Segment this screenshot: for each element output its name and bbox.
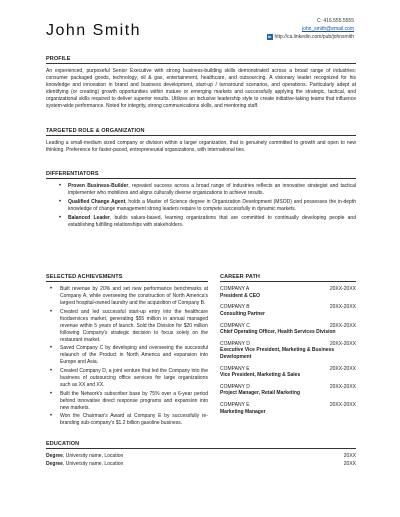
bullet-icon: •	[50, 286, 53, 293]
resume-header	[0, 0, 400, 52]
career-entry	[220, 384, 356, 397]
company-name: COMPANY D	[220, 383, 250, 390]
linkedin-row	[267, 33, 355, 41]
section-title: DIFFERENTIATORS	[46, 171, 356, 179]
list-item: • Saved Company C by developing and overseeing the successful relaunch of the Product in North America and expansion into Europe and Asia.	[50, 345, 208, 366]
job-title: Marketing Manager	[220, 408, 266, 415]
career-dates: 20XX-20XX	[329, 401, 356, 408]
achievements-list	[46, 286, 208, 427]
job-title: Chief Operating Officer, Health Services Division	[220, 329, 336, 336]
career-dates: 20XX-20XX	[329, 340, 356, 347]
differentiators-section	[46, 171, 356, 231]
company-name: COMPANY E	[220, 401, 250, 408]
targeted-role-text: Leading a small-medium sized company or division within a larger organization, that is genuinely committed to growth and open to new thinking. Preference for faster-paced, entrepreneurial organizations, with international ties.	[46, 140, 356, 154]
section-title: TARGETED ROLE & ORGANIZATION	[46, 128, 356, 136]
section-title: SELECTED ACHIEVEMENTS	[46, 274, 208, 282]
list-item: • Built the Network's subscriber base by 75% over a 6-year period behind innovative direct response programs and expansion into new markets.	[50, 390, 208, 411]
section-title: PROFILE	[46, 56, 356, 64]
career-entry	[220, 341, 356, 361]
job-title: President & CEO	[220, 292, 261, 299]
contact-block	[267, 17, 355, 41]
list-item: • Proven Business-Builder, repeated success across a broad range of industries reflects an innovative strategist and tactical implementer who mobilizes and aligns culturally diverse organizations to achieve results.	[59, 183, 357, 197]
career-entry	[220, 323, 356, 336]
bullet-icon: •	[50, 367, 53, 374]
linkedin-icon: in	[267, 34, 272, 39]
degree-name: Degree	[46, 453, 63, 460]
bullet-icon: •	[59, 183, 62, 190]
job-title: Consulting Partner	[220, 310, 266, 317]
bullet-icon: •	[59, 199, 62, 206]
education-section	[46, 441, 356, 468]
bullet-icon: •	[59, 215, 62, 222]
graduation-year: 20XX	[343, 453, 356, 460]
company-name: COMPANY A	[220, 286, 250, 293]
bullet-icon: •	[50, 308, 53, 315]
section-title: CAREER PATH	[220, 274, 356, 282]
career-entry	[220, 366, 356, 379]
degree-name: Degree	[46, 460, 63, 467]
list-item: • Built revenue by 20% and set new performance benchmarks at Company A, while overseeing the construction of North America's largest hospital-owned laundry and the acquisition of Company B.	[50, 286, 208, 307]
candidate-name: John Smith	[46, 22, 142, 39]
graduation-year: 20XX	[343, 460, 356, 467]
list-item: • Balanced Leader, builds values-based, learning organizations that are committed to continually developing people and establishing fulfilling relationships with stakeholders.	[59, 215, 356, 229]
bullet-icon: •	[50, 413, 53, 420]
email-link[interactable]: john_smith@email.com	[301, 26, 354, 32]
company-name: COMPANY E	[220, 365, 250, 372]
company-name: COMPANY D	[220, 340, 250, 347]
university-details: , University name, Location	[62, 453, 124, 460]
list-item: • Created and led successful start-up entry into the healthcare foodservices market, generating $55 million in annual managed revenue within 5 years of launch. Sold the Division for $20 million following Company's strategic decision to focus solely on the restaurant market.	[50, 308, 208, 343]
career-entry	[220, 286, 356, 299]
job-title: Project Manager, Retail Marketing	[220, 390, 301, 397]
phone-number: C: 416.555.5555	[317, 18, 354, 24]
section-title: EDUCATION	[46, 441, 356, 449]
job-title: Executive Vice President, Marketing & Business Development	[220, 347, 335, 360]
career-dates: 20XX-20XX	[329, 322, 356, 329]
differentiators-list	[46, 183, 356, 229]
bullet-icon: •	[50, 345, 53, 352]
bullet-icon: •	[50, 390, 53, 397]
list-item: • Won the Chairman's Award at Company E by successfully re-branding sub-company's $1.2 billion gasoline business.	[50, 413, 208, 427]
education-entry	[46, 453, 356, 461]
career-dates: 20XX-20XX	[329, 304, 356, 311]
list-item: • Qualified Change Agent, holds a Master of Science degree in Organization Development (MSOD) and possesses the in-depth knowledge of change management strong leaders require to compete successfully in dynamic markets.	[59, 199, 356, 213]
career-path-section	[220, 274, 356, 420]
company-name: COMPANY C	[220, 322, 250, 329]
list-item: • Created Company D, a joint venture that led the Company into the business of outsourcing office services for large organizations such as XX and XX.	[50, 367, 208, 388]
career-dates: 20XX-20XX	[329, 365, 356, 372]
education-entry	[46, 461, 356, 469]
profile-section	[46, 56, 356, 110]
career-dates: 20XX-20XX	[329, 286, 356, 293]
achievements-section	[46, 274, 208, 429]
achievements-career-columns	[46, 274, 356, 427]
career-dates: 20XX-20XX	[329, 383, 356, 390]
profile-text: An experienced, purposeful Senior Executive with strong business-building skills demonstrated across a broad range of industries: consumer packaged goods, technology, oil & gas, entertainment, healthcare, and outsourcing. A visionary leader recognized for his knowledge and innovation in brand and business development, start-up / turnaround scenarios, and operations. Particularly adept at identifying (or creating) growth opportunities within mature or emerging markets and successfully applying the strategic, tactical, and organizational skills required to deliver superior results. Utilizes an inclusive leadership style to create initiative-taking teams that influence system-wide performance. Noted for integrity, strong communications skills, and mentoring staff.	[46, 68, 356, 110]
career-entry	[220, 402, 356, 415]
company-name: COMPANY B	[220, 304, 250, 311]
university-details: , University name, Location	[62, 460, 124, 467]
job-title: Vice President, Marketing & Sales	[220, 372, 301, 379]
targeted-role-section	[46, 128, 356, 154]
linkedin-link[interactable]: http://ca.linkedin.com/pub/johnsmith	[274, 34, 354, 40]
career-entry	[220, 304, 356, 317]
